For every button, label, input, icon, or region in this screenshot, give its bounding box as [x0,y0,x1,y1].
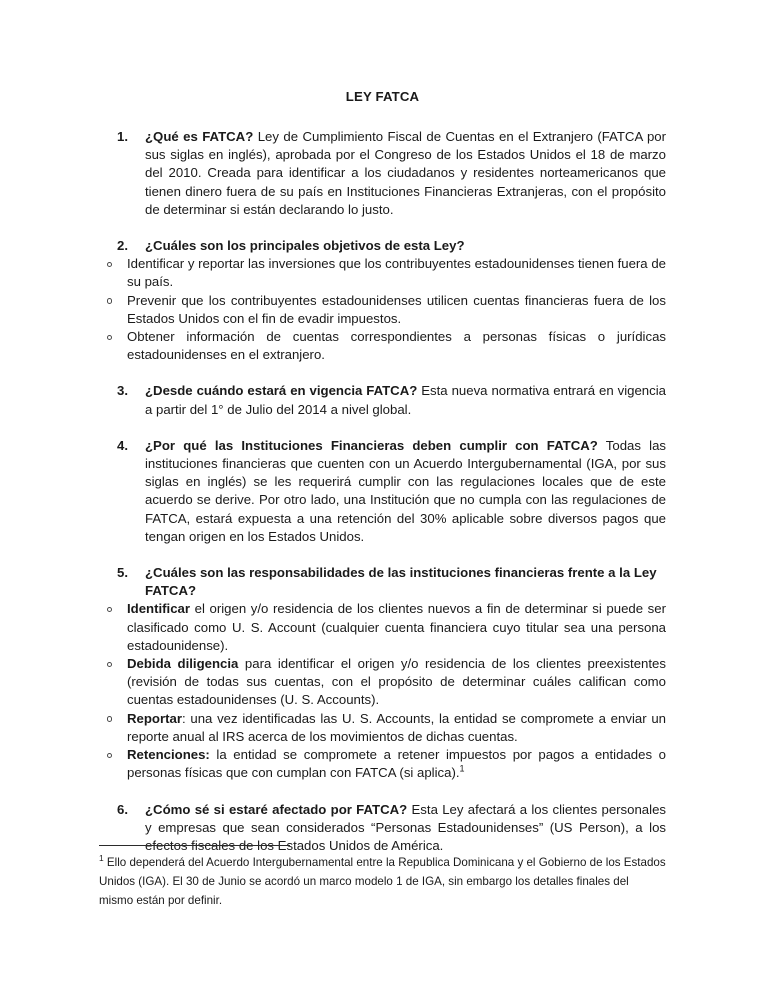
faq-item-3 [99,382,666,418]
footnote-reference-marker[interactable]: 1 [459,763,465,774]
list-item [99,746,666,782]
bullet-lead: Identificar [127,601,191,617]
faq-item-4-answer: Todas las instituciones financieras que cuenten con un Acuerdo Intergubernamental (IGA, por sus siglas en inglés) se les requerirá cumplir con las regulaciones locales que de este acuerdo se derive. Por otro lado, una Institución que no cumpla con las regulaciones de FATCA, estará expuesta a una retención del 30% aplicable sobre diversos pagos que tengan origen en los Estados Unidos. [145,437,666,544]
faq-item-3-question: ¿Desde cuándo estará en vigencia FATCA? [145,383,418,399]
faq-item-4-paragraph [145,437,666,546]
faq-item-4 [99,437,666,546]
faq-item-6-answer: Esta Ley afectará a los clientes personales y empresas que sean considerados “Personas Estadounidenses” (US Person), a los efectos fiscales de los Estados Unidos de América. [145,801,666,853]
faq-item-1-answer: Ley de Cumplimiento Fiscal de Cuentas en el Extranjero (FATCA por sus siglas en inglés), aprobada por el Congreso de los Estados Unidos el 18 de marzo del 2010. Creada para identificar a los ciudadanos y residentes norteamericanos que tienen dinero fuera de su país en Instituciones Financieras Extranjeras, con el propósito de determinar si están declarando lo justo. [145,129,667,217]
faq-item-1-question: ¿Qué es FATCA? [145,129,254,144]
footnote-text [99,853,666,910]
bullet-text: para identificar el origen y/o residencia de los clientes preexistentes (revisión de todas sus cuentas, con el propósito de determinar cuáles califican como cuentas estadounidenses (U. S. Accounts). [127,656,666,708]
bullet-lead: Reportar [127,710,182,726]
bullet-text: Identificar y reportar las inversiones que los contribuyentes estadounidenses tienen fuera de su país. [127,256,666,290]
faq-item-5-bullets [99,600,666,782]
faq-item-3-number: 3. [117,383,128,399]
faq-item-2-bullets [99,255,666,364]
spacer [99,106,666,128]
document-body [99,0,666,855]
bullet-text: el origen y/o residencia de los clientes nuevos a fin de determinar si puede ser clasificado como U. S. Account (cualquier cuenta financiera cuyo titular sea una persona estadounidense). [127,601,666,653]
bullet-text: Obtener información de cuentas correspondientes a personas físicas o jurídicas estadounidenses en el extranjero. [127,329,666,363]
list-item [99,292,666,328]
faq-item-1-number: 1. [117,129,128,144]
faq-item-4-number: 4. [117,437,128,453]
footnote-body: Ello dependerá del Acuerdo Intergubernamental entre la Republica Dominicana y el Gobierno de los Estados Unidos (IGA). El 30 de Junio se acordó un marco modelo 1 de IGA, sin embargo los detalles finales del mismo están por definir. [99,856,666,907]
faq-item-1 [99,128,666,219]
bullet-lead: Debida diligencia [127,656,239,672]
spacer [99,364,666,382]
faq-item-6-number: 6. [117,801,128,817]
faq-item-2-question: ¿Cuáles son los principales objetivos de esta Ley? [145,238,465,254]
faq-item-3-paragraph [145,382,666,418]
list-item [99,655,666,710]
footnote-separator-rule [99,845,290,846]
spacer [99,546,666,564]
footnote-marker: 1 [99,853,104,864]
faq-item-4-question: ¿Por qué las Instituciones Financieras deben cumplir con FATCA? [145,437,598,453]
spacer [99,419,666,437]
spacer [99,783,666,801]
footnote-area [99,845,666,910]
bullet-text: : una vez identificadas las U. S. Accounts, la entidad se compromete a enviar un reporte anual al IRS acerca de los movimientos de dichas cuentas. [127,710,666,744]
faq-item-2 [99,237,666,255]
list-item [99,255,666,291]
faq-item-5 [99,564,666,600]
faq-list [99,128,666,855]
list-item [99,328,666,364]
bullet-text: Prevenir que los contribuyentes estadounidenses utilicen cuentas financieras fuera de los Estados Unidos con el fin de evadir impuestos. [127,292,666,326]
faq-item-1-paragraph [145,128,666,219]
bullet-text: la entidad se compromete a retener impuestos por pagos a entidades o personas físicas que con cumplan con FATCA (si aplica). [127,747,666,781]
spacer [99,219,666,237]
faq-item-3-answer: Esta nueva normativa entrará en vigencia a partir del 1° de Julio del 2014 a nivel global. [145,383,666,417]
list-item [99,710,666,746]
bullet-lead: Retenciones: [127,747,210,763]
faq-item-2-number: 2. [117,238,128,254]
list-item [99,600,666,655]
page-title: LEY FATCA [345,89,420,104]
faq-item-6-question: ¿Cómo sé si estaré afectado por FATCA? [145,801,408,817]
faq-item-5-question: ¿Cuáles son las responsabilidades de las instituciones financieras frente a la Ley FATCA? [145,565,657,599]
faq-item-5-number: 5. [117,565,128,581]
